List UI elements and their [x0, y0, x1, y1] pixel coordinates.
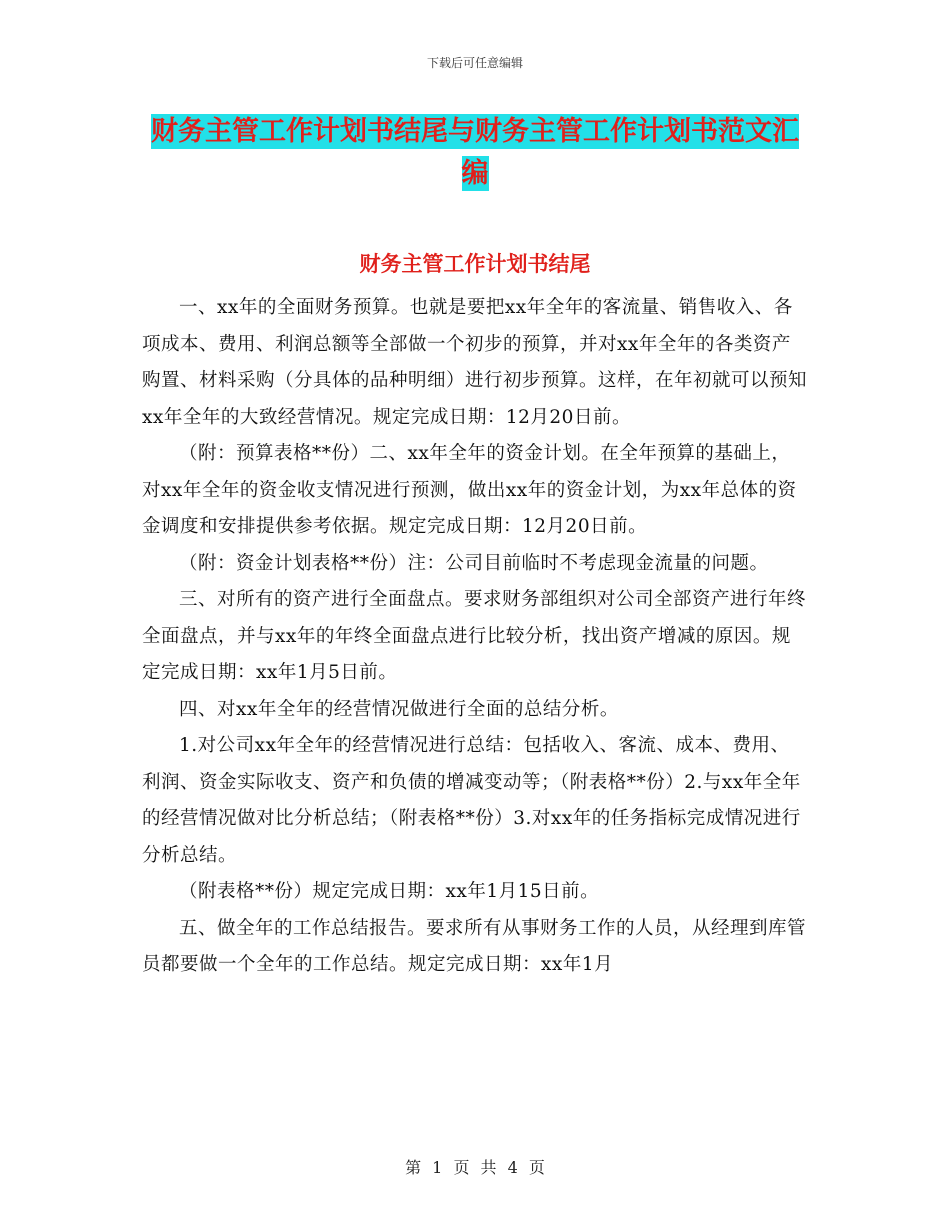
- paragraph: 1.对公司xx年全年的经营情况进行总结：包括收入、客流、成本、费用、利润、资金实际收支、资产和负债的增减变动等；（附表格**份）2.与xx年全年的经营情况做对比分析总结；（附表格**份）3.对xx年的任务指标完成情况进行分析总结。: [142, 735, 801, 866]
- paragraph: 四、对xx年全年的经营情况做进行全面的总结分析。: [179, 698, 619, 720]
- paragraph: （附：资金计划表格**份）注：公司目前临时不考虑现金流量的问题。: [179, 552, 769, 574]
- paragraph: （附表格**份）规定完成日期：xx年1月15日前。: [179, 881, 600, 902]
- body-text: [142, 290, 807, 984]
- section-title: 财务主管工作计划书结尾: [359, 252, 591, 276]
- paragraph: 三、对所有的资产进行全面盘点。要求财务部组织对公司全部资产进行年终全面盘点，并与xx年的年终全面盘点进行比较分析，找出资产增减的原因。规定完成日期：xx年1月5日前。: [142, 589, 807, 683]
- document-title-text: 财务主管工作计划书结尾与财务主管工作计划书范文汇编: [151, 116, 799, 189]
- paragraph: （附：预算表格**份）二、xx年全年的资金计划。在全年预算的基础上，对xx年全年的资金收支情况进行预测，做出xx年的资金计划，为xx年总体的资金调度和安排提供参考依据。规定完成日期：12月20日前。: [142, 443, 797, 537]
- header-note: 下载后可任意编辑: [426, 56, 523, 70]
- document-title: [140, 111, 810, 195]
- paragraph: 一、xx年的全面财务预算。也就是要把xx年全年的客流量、销售收入、各项成本、费用、利润总额等全部做一个初步的预算，并对xx年全年的各类资产购置、材料采购（分具体的品种明细）进行初步预算。这样，在年初就可以预知xx年全年的大致经营情况。规定完成日期：12月20日前。: [142, 297, 808, 428]
- page-number-footer: 第 1 页 共 4 页: [405, 1158, 545, 1177]
- paragraph: 五、做全年的工作总结报告。要求所有从事财务工作的人员，从经理到库管员都要做一个全年的工作总结。规定完成日期：xx年1月: [142, 917, 807, 975]
